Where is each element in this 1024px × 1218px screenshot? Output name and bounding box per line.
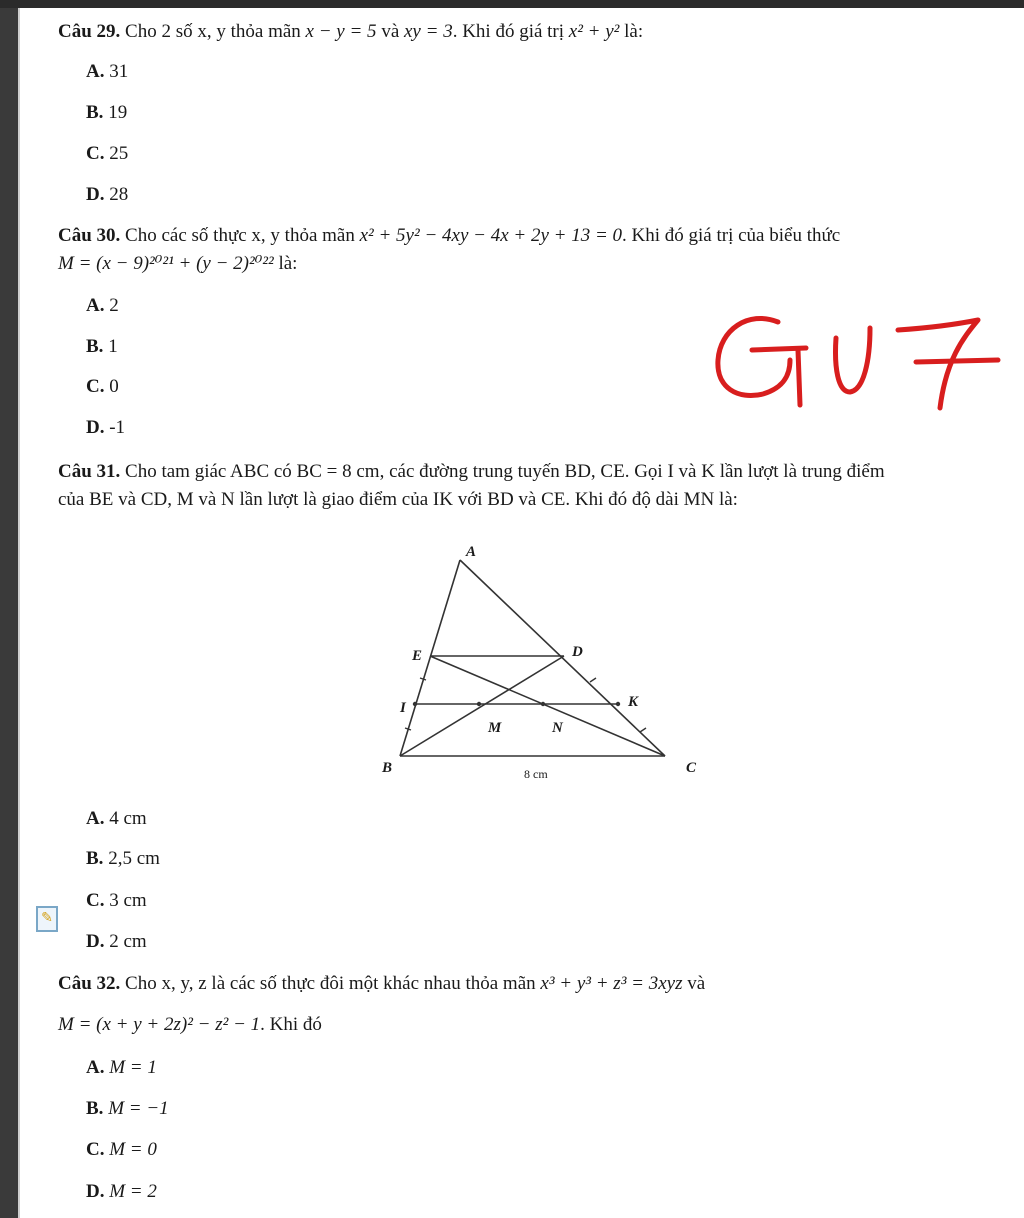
comment-note-icon[interactable]: ✎ (36, 906, 58, 932)
label-m: M (488, 720, 502, 736)
option-d: D. 2 cm (86, 931, 147, 952)
question-label: Câu 32. (58, 973, 121, 994)
question-label: Câu 31. (58, 461, 121, 482)
label-n: N (552, 720, 563, 736)
label-c: C (686, 760, 697, 776)
question-32-line-2: M = (x + y + 2z)² − z² − 1. Khi đó (58, 1014, 322, 1035)
option-d: D. -1 (86, 417, 126, 438)
question-31: Câu 31. Cho tam giác ABC có BC = 8 cm, các đường trung tuyến BD, CE. Gọi I và K lần lượt là trung điểm (58, 461, 885, 482)
label-i: I (400, 700, 406, 716)
label-a: A (466, 544, 477, 560)
label-bc-length: 8 cm (524, 767, 548, 781)
option-c: C. 0 (86, 376, 119, 397)
question-label: Câu 30. (58, 225, 121, 246)
label-d: D (572, 644, 583, 660)
handwritten-annotation (708, 290, 1018, 420)
option-d: D. 28 (86, 184, 129, 205)
window-top-bar (0, 0, 1024, 8)
triangle-figure (378, 538, 718, 788)
question-30-line-2: M = (x − 9)²⁰²¹ + (y − 2)²⁰²² là: (58, 253, 298, 274)
option-d: D. M = 2 (86, 1181, 157, 1202)
median-bd (400, 656, 564, 756)
option-c: C. 25 (86, 143, 129, 164)
question-29: Câu 29. Cho 2 số x, y thỏa mãn x − y = 5 và xy = 3. Khi đó giá trị x² + y² là: (58, 21, 644, 42)
question-32: Câu 32. Cho x, y, z là các số thực đôi một khác nhau thỏa mãn x³ + y³ + z³ = 3xyz và (58, 973, 706, 994)
option-b: B. 1 (86, 336, 118, 357)
option-a: A. 31 (86, 61, 129, 82)
label-e: E (412, 648, 423, 664)
side-ab (400, 560, 460, 756)
question-label: Câu 29. (58, 21, 121, 42)
option-a: A. 2 (86, 295, 119, 316)
label-b: B (382, 760, 393, 776)
option-b: B. 19 (86, 102, 128, 123)
option-b: B. 2,5 cm (86, 848, 160, 869)
option-b: B. M = −1 (86, 1098, 169, 1119)
question-30: Câu 30. Cho các số thực x, y thỏa mãn x² + 5y² − 4xy − 4x + 2y + 13 = 0. Khi đó giá trị của biểu thức (58, 225, 841, 246)
option-a: A. 4 cm (86, 808, 147, 829)
document-page (18, 8, 1024, 1218)
option-c: C. 3 cm (86, 890, 147, 911)
option-a: A. M = 1 (86, 1057, 157, 1078)
label-k: K (628, 694, 639, 710)
option-c: C. M = 0 (86, 1139, 157, 1160)
question-31-line-2: của BE và CD, M và N lần lượt là giao điểm của IK với BD và CE. Khi đó độ dài MN là: (58, 489, 738, 510)
